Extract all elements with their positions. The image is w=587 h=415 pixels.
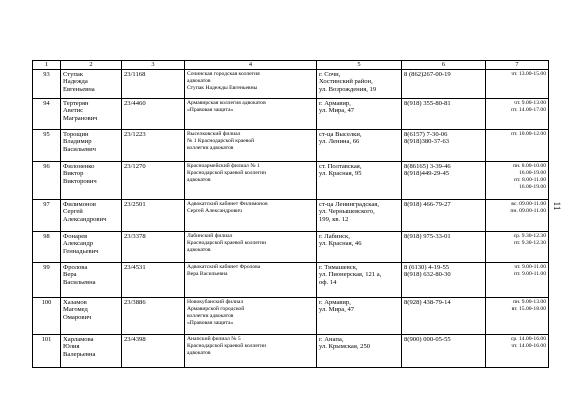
table-row bbox=[33, 161, 549, 199]
reception-hours-line: пт. 8.00-11.00 bbox=[514, 176, 546, 183]
lawyers-table bbox=[32, 60, 549, 368]
reception-hours bbox=[486, 262, 549, 297]
registry-number: 23/3886 bbox=[122, 297, 185, 334]
organization-line: адвокатов bbox=[187, 176, 211, 183]
address bbox=[317, 98, 402, 129]
registry-number: 23/4531 bbox=[122, 262, 185, 297]
reception-hours-line: пт. 10.00-12.00 bbox=[511, 130, 546, 137]
address bbox=[317, 297, 402, 334]
lawyer-name-line: Юлия bbox=[63, 343, 80, 351]
address-line: Хостинский район, bbox=[319, 78, 373, 86]
phone bbox=[402, 98, 486, 129]
lawyer-name-line: Владимир bbox=[63, 138, 92, 146]
phone-line: 8(918) 632-80-30 bbox=[404, 271, 451, 279]
reception-hours-line: чт. 13.00-15.00 bbox=[511, 70, 546, 77]
reception-hours-line: ср. 14.00-16.00 bbox=[510, 335, 546, 342]
lawyer-name-line: Александр bbox=[63, 240, 94, 248]
organization bbox=[185, 69, 317, 98]
reception-hours bbox=[486, 297, 549, 334]
reception-hours-line: чт. 9.00-11.00 bbox=[514, 263, 546, 270]
reception-hours-line: чт. 9.00-13.00 bbox=[514, 99, 546, 106]
organization bbox=[185, 262, 317, 297]
address-line: г. Лабинск, bbox=[319, 232, 350, 240]
address-line: ул. Крымская, 250 bbox=[319, 343, 371, 351]
address-line: ул. Мира, 47 bbox=[319, 306, 355, 314]
lawyer-name-line: Торощин bbox=[63, 130, 89, 138]
lawyer-name-line: Виктор bbox=[63, 170, 84, 178]
lawyer-name-line: Фролова bbox=[63, 263, 88, 271]
phone bbox=[402, 262, 486, 297]
lawyer-name-line: Филимонов bbox=[63, 200, 96, 208]
column-number: 7 bbox=[486, 61, 549, 70]
registry-number: 23/2501 bbox=[122, 199, 185, 231]
lawyer-name-line: Викторович bbox=[63, 177, 97, 185]
reception-hours-line: ср. 9.30-12.30 bbox=[513, 232, 546, 239]
organization-line: Адвокатский кабинет Филимонов bbox=[187, 200, 268, 207]
phone-line: 8(918)380-37-63 bbox=[404, 138, 450, 146]
lawyer-name-line: Ступак bbox=[63, 70, 84, 78]
address-line: ул. Пионерская, 121 а, bbox=[319, 271, 382, 279]
reception-hours-line: пт. 9.00-11.00 bbox=[514, 270, 546, 277]
address-line: ул. Красная, 95 bbox=[319, 170, 362, 178]
registry-number: 23/4398 bbox=[122, 334, 185, 367]
registry-number: 23/3378 bbox=[122, 231, 185, 262]
organization-line: Сергей Александрович bbox=[187, 207, 242, 214]
organization-line: Армавирской городской bbox=[187, 305, 245, 312]
phone-line: 8 (862)267-00-19 bbox=[404, 70, 451, 78]
column-number: 3 bbox=[122, 61, 185, 70]
reception-hours bbox=[486, 334, 549, 367]
organization-line: Краснодарской краевой коллегии bbox=[187, 239, 267, 246]
registry-number: 23/1223 bbox=[122, 129, 185, 161]
row-number: 97 bbox=[33, 199, 61, 231]
lawyer-name-line: Евгеньевна bbox=[63, 85, 95, 93]
table-row bbox=[33, 297, 549, 334]
row-number: 95 bbox=[33, 129, 61, 161]
column-number: 4 bbox=[185, 61, 317, 70]
address-line: г. Анапа, bbox=[319, 335, 344, 343]
organization bbox=[185, 98, 317, 129]
address bbox=[317, 334, 402, 367]
reception-hours bbox=[486, 231, 549, 262]
lawyer-name-line: Хазамов bbox=[63, 298, 87, 306]
address bbox=[317, 69, 402, 98]
lawyer-name bbox=[61, 161, 122, 199]
row-number: 101 bbox=[33, 334, 61, 367]
reception-hours-line: пн. 09.00-11.00 bbox=[510, 207, 546, 214]
organization-line: Лабинский филиал bbox=[187, 232, 233, 239]
lawyer-name bbox=[61, 262, 122, 297]
lawyer-name bbox=[61, 199, 122, 231]
organization-line: Вера Васильевна bbox=[187, 270, 228, 277]
address bbox=[317, 231, 402, 262]
address bbox=[317, 199, 402, 231]
address-line: ул. Ленина, 66 bbox=[319, 138, 360, 146]
column-number: 5 bbox=[317, 61, 402, 70]
table-row bbox=[33, 334, 549, 367]
reception-hours-line: вт. 15.00-18.00 bbox=[511, 305, 546, 312]
address-line: ул. Возрождения, 19 bbox=[319, 85, 377, 93]
organization-line: Анапский филиал № 5 bbox=[187, 335, 241, 342]
phone bbox=[402, 334, 486, 367]
lawyer-name-line: Васильевич bbox=[63, 145, 96, 153]
lawyer-name-line: Магранович bbox=[63, 114, 98, 122]
lawyer-name bbox=[61, 69, 122, 98]
address-line: г. Тимашевск, bbox=[319, 263, 358, 271]
lawyer-name-line: Надежда bbox=[63, 78, 88, 86]
reception-hours bbox=[486, 161, 549, 199]
phone bbox=[402, 69, 486, 98]
lawyer-name-line: Валерьевна bbox=[63, 350, 96, 358]
address-line: г. Армавир, bbox=[319, 298, 351, 306]
phone-line: 8 (6130) 4-19-55 bbox=[404, 263, 450, 271]
column-number: 6 bbox=[402, 61, 486, 70]
reception-hours-line: пн. 8.00-10.00 bbox=[512, 162, 546, 169]
address-line: г. Сочи, bbox=[319, 70, 341, 78]
organization-line: адвокатов bbox=[187, 77, 211, 84]
address-line: 199, кв. 12 bbox=[319, 215, 349, 223]
registry-number: 23/4460 bbox=[122, 98, 185, 129]
page-number: 11 bbox=[552, 201, 562, 211]
column-number-row bbox=[33, 61, 549, 70]
address-line: г. Армавир, bbox=[319, 99, 351, 107]
reception-hours bbox=[486, 69, 549, 98]
lawyer-name-line: Тертерян bbox=[63, 99, 89, 107]
organization-line: «Правовая защита» bbox=[187, 106, 234, 113]
organization-line: Краснодарской краевой коллегии bbox=[187, 342, 267, 349]
table-row bbox=[33, 69, 549, 98]
phone-line: 8(86165) 3-39-46 bbox=[404, 162, 451, 170]
address-line: ст. Полтавская, bbox=[319, 162, 362, 170]
organization-line: Выселковский филиал bbox=[187, 130, 241, 137]
row-number: 100 bbox=[33, 297, 61, 334]
address-line: ст-ца Выселки, bbox=[319, 130, 362, 138]
organization bbox=[185, 297, 317, 334]
registry-number: 23/1270 bbox=[122, 161, 185, 199]
phone-line: 8(918) 466-79-27 bbox=[404, 200, 451, 208]
phone-line: 8(918) 975-33-01 bbox=[404, 232, 451, 240]
phone-line: 8(918) 355-80-81 bbox=[404, 99, 451, 107]
reception-hours-line: пн. 9.00-13.00 bbox=[512, 298, 546, 305]
lawyer-name-line: Александрович bbox=[63, 215, 107, 223]
reception-hours-line: 16.00-19.00 bbox=[518, 183, 546, 190]
phone bbox=[402, 129, 486, 161]
phone-line: 8(900) 000-05-55 bbox=[404, 335, 451, 343]
phone bbox=[402, 199, 486, 231]
column-number: 1 bbox=[33, 61, 61, 70]
organization-line: коллегии адвокатов bbox=[187, 144, 234, 151]
table-row bbox=[33, 98, 549, 129]
reception-hours-line: пт. 14.00-17.00 bbox=[511, 106, 546, 113]
row-number: 99 bbox=[33, 262, 61, 297]
reception-hours-line: 16.00-19.00 bbox=[518, 169, 546, 176]
organization-line: Армавирская коллегия адвокатов bbox=[187, 99, 266, 106]
organization-line: адвокатов bbox=[187, 246, 211, 253]
table-row bbox=[33, 199, 549, 231]
address-line: ул. Красная, 46 bbox=[319, 240, 362, 248]
phone-line: 8(928) 438-79-14 bbox=[404, 298, 451, 306]
lawyer-name-line: Геннадьевич bbox=[63, 247, 99, 255]
address-line: ул. Чернышевского, bbox=[319, 208, 375, 216]
reception-hours bbox=[486, 98, 549, 129]
organization-line: «Правовая защита» bbox=[187, 319, 234, 326]
organization-line: коллегии адвокатов bbox=[187, 312, 234, 319]
row-number: 94 bbox=[33, 98, 61, 129]
lawyer-name bbox=[61, 334, 122, 367]
registry-number: 23/1168 bbox=[122, 69, 185, 98]
phone bbox=[402, 297, 486, 334]
column-number: 2 bbox=[61, 61, 122, 70]
lawyer-name-line: Васильевна bbox=[63, 278, 96, 286]
reception-hours-line: вс. 09.00-11.00 bbox=[511, 200, 546, 207]
organization-line: Сочинская городская коллегия bbox=[187, 70, 260, 77]
lawyer-name bbox=[61, 231, 122, 262]
address-line: ул. Мира, 47 bbox=[319, 107, 355, 115]
organization-line: адвокатов bbox=[187, 349, 211, 356]
organization bbox=[185, 161, 317, 199]
lawyer-name-line: Аветис bbox=[63, 107, 84, 115]
reception-hours bbox=[486, 199, 549, 231]
organization-line: Новокубанский филиал bbox=[187, 298, 244, 305]
reception-hours-line: чт. 14.00-16.00 bbox=[511, 342, 546, 349]
lawyer-name-line: Магомед bbox=[63, 306, 88, 314]
organization bbox=[185, 334, 317, 367]
address bbox=[317, 161, 402, 199]
organization-line: Адвокатский кабинет Фролова bbox=[187, 263, 261, 270]
organization-line: № 1 Краснодарской краевой bbox=[187, 137, 255, 144]
phone-line: 8(918)449-29-45 bbox=[404, 170, 450, 178]
lawyer-name-line: Харламова bbox=[63, 335, 94, 343]
address-line: оф. 14 bbox=[319, 278, 337, 286]
table-row bbox=[33, 262, 549, 297]
lawyer-name bbox=[61, 98, 122, 129]
address bbox=[317, 262, 402, 297]
row-number: 96 bbox=[33, 161, 61, 199]
row-number: 93 bbox=[33, 69, 61, 98]
phone bbox=[402, 231, 486, 262]
table-row bbox=[33, 231, 549, 262]
organization-line: Краснодарской краевой коллегии bbox=[187, 169, 267, 176]
reception-hours bbox=[486, 129, 549, 161]
organization-line: Ступак Надежды Евгеньевны bbox=[187, 84, 258, 91]
lawyer-name bbox=[61, 297, 122, 334]
row-number: 98 bbox=[33, 231, 61, 262]
organization bbox=[185, 129, 317, 161]
phone bbox=[402, 161, 486, 199]
lawyer-name bbox=[61, 129, 122, 161]
address bbox=[317, 129, 402, 161]
address-line: ст-ца Ленинградская, bbox=[319, 200, 379, 208]
organization bbox=[185, 199, 317, 231]
table-row bbox=[33, 129, 549, 161]
organization bbox=[185, 231, 317, 262]
lawyer-name-line: Омарович bbox=[63, 313, 92, 321]
lawyer-name-line: Фонарев bbox=[63, 232, 88, 240]
document-page bbox=[32, 60, 548, 368]
phone-line: 8(6157) 7-30-06 bbox=[404, 130, 448, 138]
lawyer-name-line: Вера bbox=[63, 271, 77, 279]
lawyer-name-line: Филоненко bbox=[63, 162, 95, 170]
reception-hours-line: пт. 9.30-12.30 bbox=[513, 239, 546, 246]
lawyer-name-line: Сергей bbox=[63, 208, 83, 216]
organization-line: Красноармейский филиал № 1 bbox=[187, 162, 260, 169]
